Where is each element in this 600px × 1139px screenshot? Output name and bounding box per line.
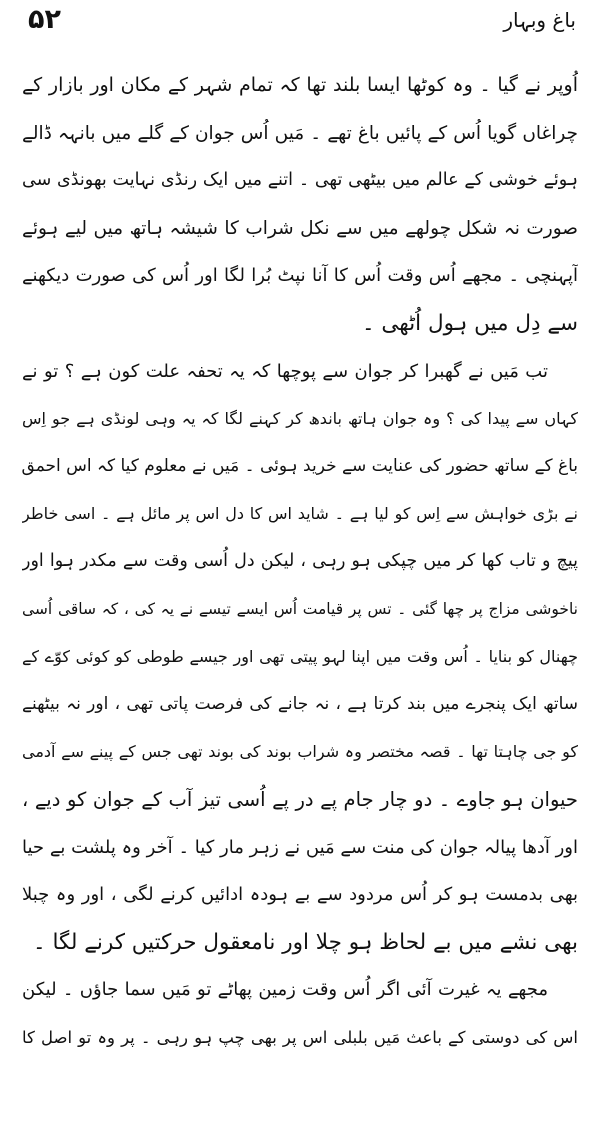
text-line: کو جی چاہتا تھا ۔ قصہ مختصر وہ شراب بوند کی بوند تھی جس کے پینے سے آدمی: [22, 742, 578, 762]
page-header: [28, 6, 576, 42]
text-line: چراغاں گویا اُس کے پائیں باغ تھے ۔ مَیں اُس جوان کے گلے میں بانہہ ڈالے: [22, 122, 578, 144]
text-line: ہوئے خوشی کے عالم میں بیٹھی تھی ۔ اتنے میں ایک رنڈی نہایت بھونڈی سی: [22, 170, 578, 191]
running-head-title: باغ وبہار: [503, 8, 576, 32]
text-line: اور آدھا پیالہ جوان کی منت سے مَیں نے زہر مار کیا ۔ آخر وہ پلشت بے حیا: [22, 836, 578, 858]
text-line: مجھے یہ غیرت آئی اگر اُس وقت زمین پھاٹے تو مَیں سما جاؤں ۔ لیکن: [22, 979, 548, 1001]
text-line: کہاں سے پیدا کی ؟ وہ جوان ہاتھ باندھ کر کہنے لگا کہ یہ وہی لونڈی ہے جو اِس: [22, 409, 578, 429]
text-line: اس کی دوستی کے باعث مَیں بلبلی اس پر بھی چپ ہو رہی ۔ پر وہ تو اصل کا: [22, 1027, 578, 1047]
text-line: نے بڑی خواہش سے اِس کو لیا ہے ۔ شاید اس کا دل اس پر مائل ہے ۔ اسی خاطر: [22, 504, 578, 524]
text-line: ساتھ ایک پنجرے میں بند کرتا ہے ، نہ جانے کی فرصت پاتی تھی ، اور نہ بیٹھنے: [22, 693, 578, 714]
text-line: بھی نشے میں بے لحاظ ہو چلا اور نامعقول حرکتیں کرنے لگا ۔: [33, 929, 578, 955]
text-line: بھی بدمست ہو کر اُس مردود سے بے ہودہ ادائیں کرنے لگی ، اور وہ چبلا: [22, 884, 578, 906]
text-line: تب مَیں نے گھبرا کر جوان سے پوچھا کہ یہ تحفہ علت کون ہے ؟ تو نے: [22, 360, 548, 382]
text-line: سے دِل میں ہول اُٹھی ۔: [361, 310, 578, 336]
body-text: [22, 62, 578, 1061]
page-number: ۵۲: [28, 4, 61, 35]
text-line: پیچ و تاب کھا کر میں چپکی ہو رہی ، لیکن دل اُسی وقت سے مکدر ہوا اور: [22, 550, 578, 571]
text-line: حیوان ہو جاوے ۔ دو چار جام پے در پے اُسی تیز آب کے جوان کو دیے ،: [22, 787, 578, 811]
text-line: اُوپر نے گیا ۔ وہ کوٹھا ایسا بلند تھا کہ تمام شہر کے مکان اور بازار کے: [22, 74, 578, 96]
text-line: صورت نہ شکل چولھے میں سے نکل شراب کا شیشہ ہاتھ میں لیے ہوئے: [22, 217, 578, 239]
text-line: ناخوشی مزاج پر چھا گئی ۔ تس پر قیامت اُس ایسے تیسے نے یہ کی ، کہ ساقی اُسی: [22, 599, 578, 618]
text-line: باغ کے ساتھ حضور کی عنایت سے خرید ہوئی ۔ مَیں نے معلوم کیا کہ اس احمق: [22, 455, 578, 476]
text-line: آپہنچی ۔ مجھے اُس وقت اُس کا آنا نپٹ بُرا لگا اور اُس کی صورت دیکھنے: [22, 265, 578, 287]
text-line: چھنال کو بنایا ۔ اُس وقت میں اپنا لہو پیتی تھی اور جیسے طوطی کو کوئی کوّے کے: [22, 647, 578, 667]
